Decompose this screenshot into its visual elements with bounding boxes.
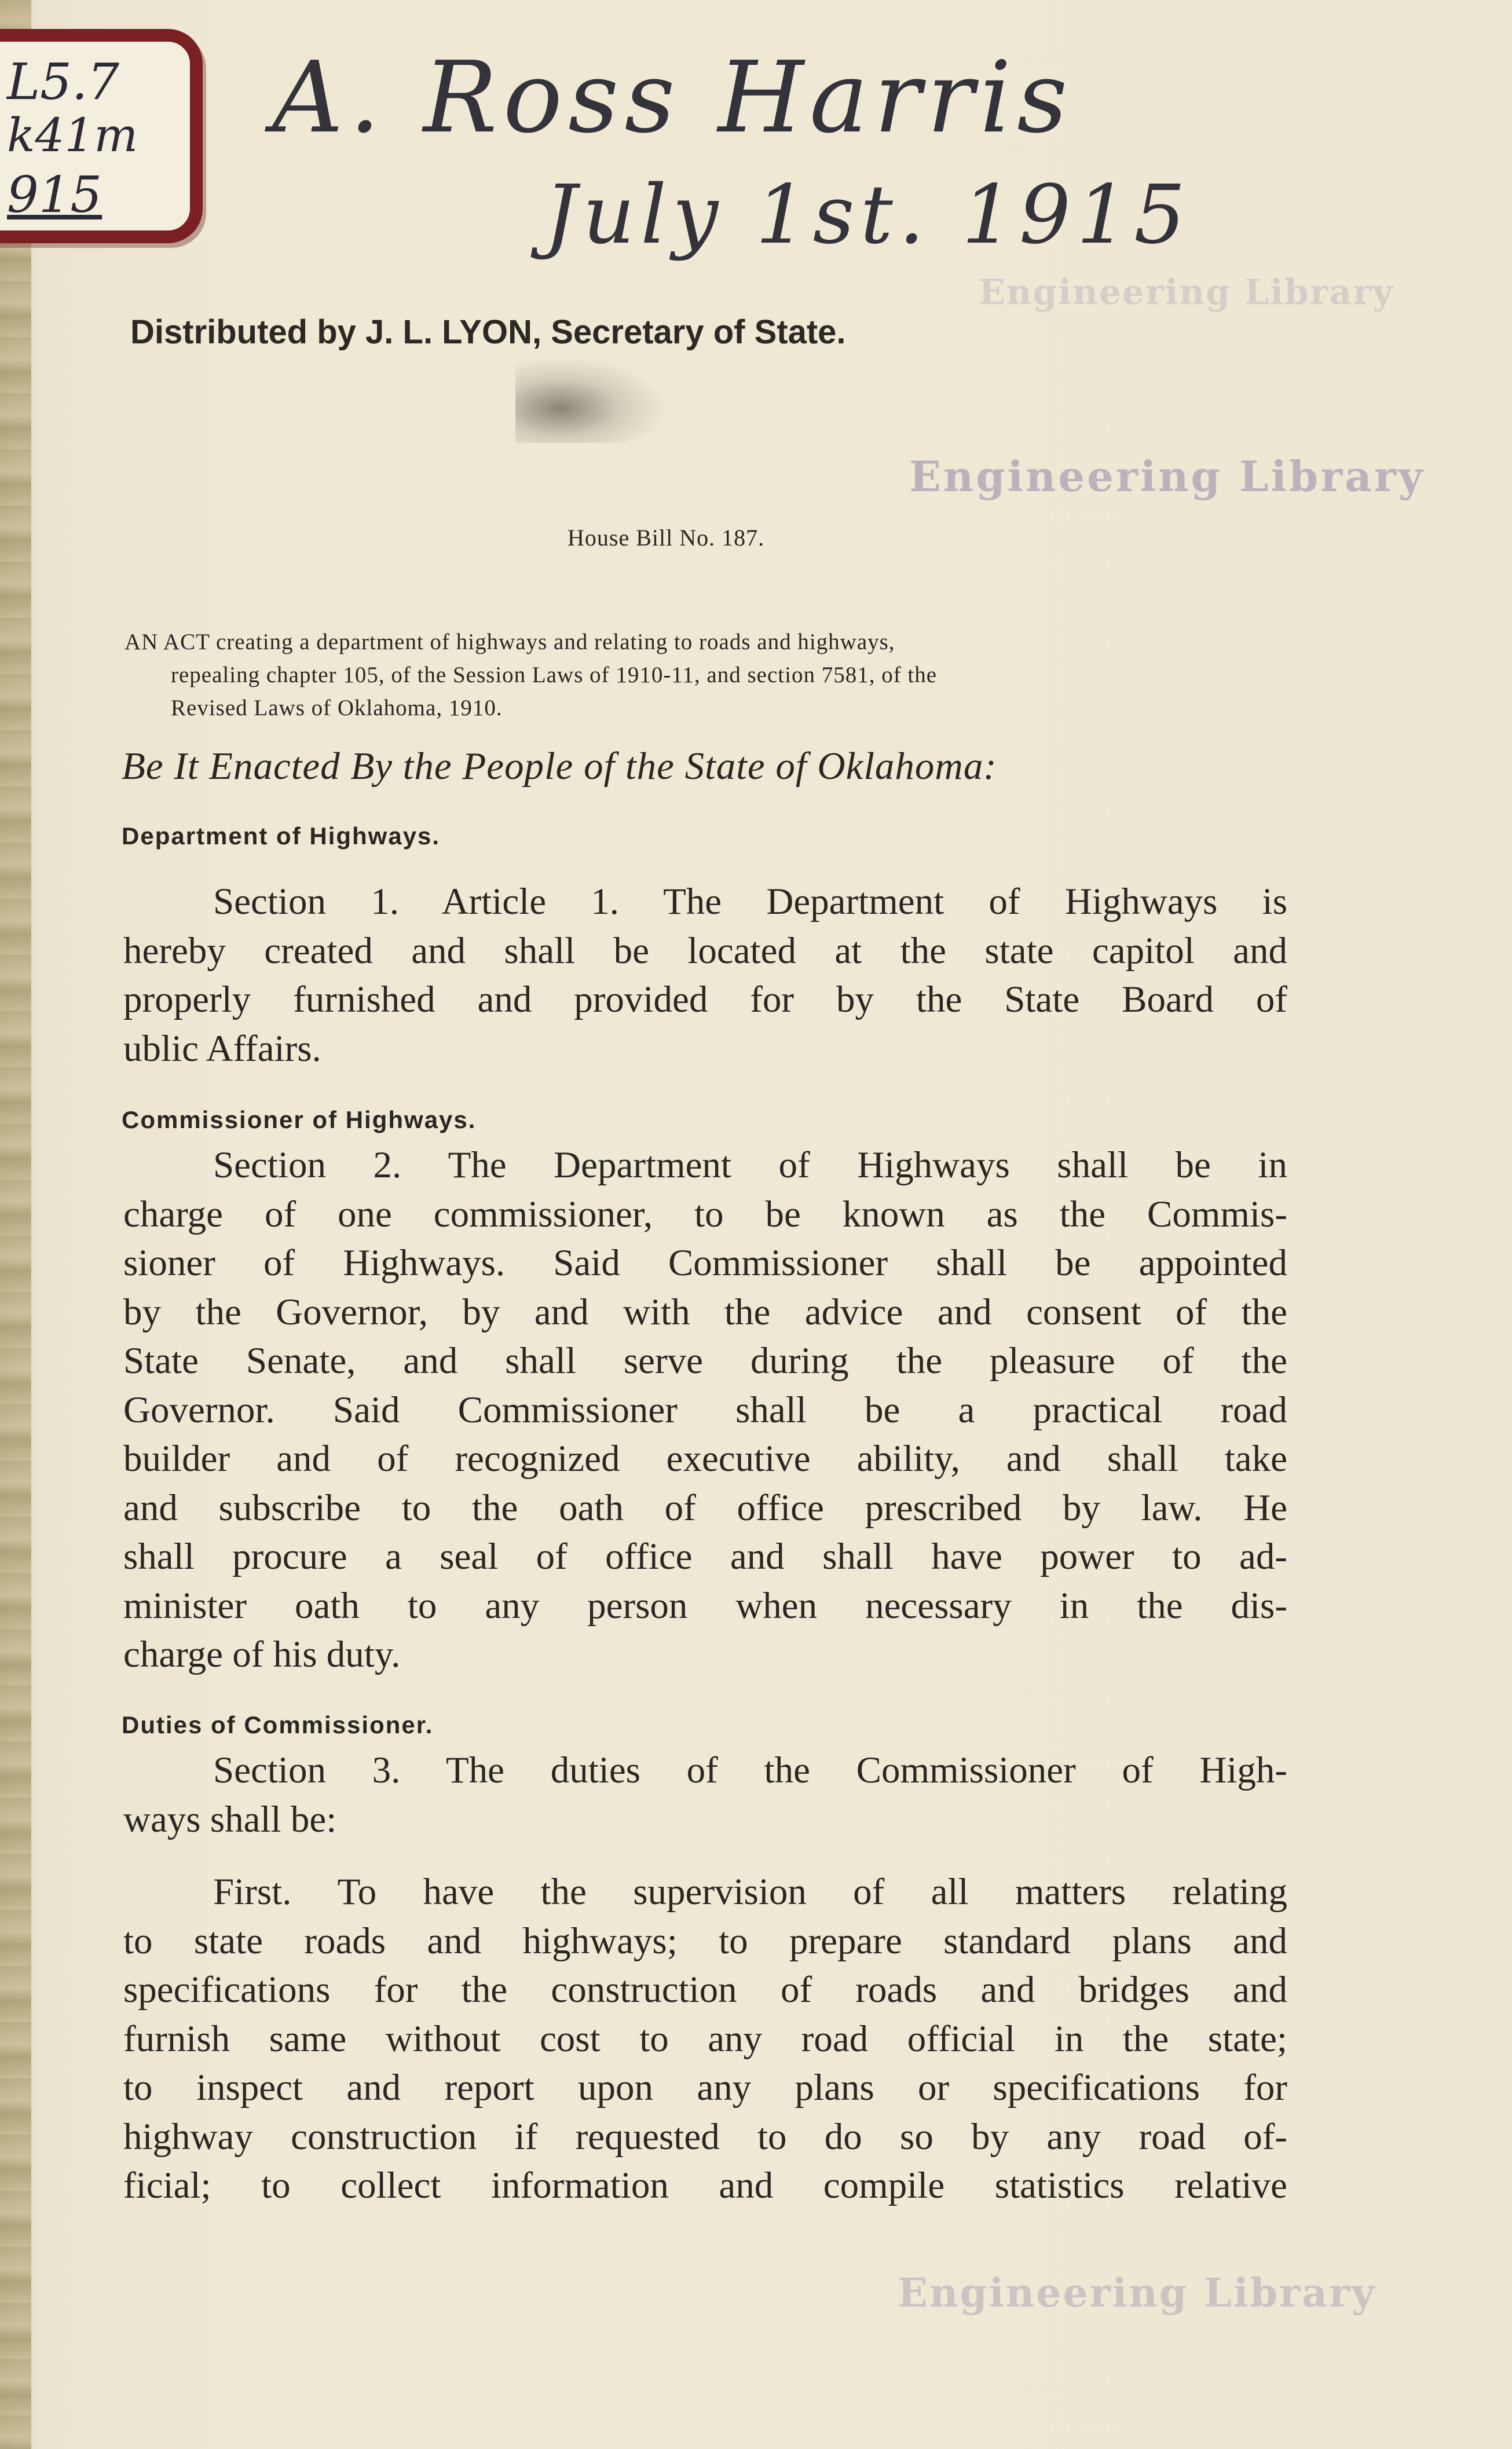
- text-line: State Senate, and shall serve during the pleasure of the: [123, 1340, 1287, 1382]
- text-line: furnish same without cost to any road official in the state;: [123, 2018, 1287, 2060]
- distribution-line: Distributed by J. L. LYON, Secretary of State.: [130, 313, 846, 351]
- text-line: specifications for the construction of roads and bridges and: [123, 1969, 1287, 2011]
- text-line: charge of his duty.: [123, 1634, 401, 1675]
- ink-smudge: [515, 356, 666, 443]
- binding-edge: [0, 0, 31, 2449]
- handwritten-date: July 1st. 1915: [544, 168, 1192, 262]
- handwritten-signature: A. Ross Harris: [272, 41, 1074, 155]
- text-line: charge of one commissioner, to be known as the Commis-: [123, 1193, 1287, 1235]
- text-line: ways shall be:: [123, 1798, 337, 1840]
- text-line: shall procure a seal of office and shall have power to ad-: [123, 1536, 1287, 1577]
- text-line: to inspect and report upon any plans or specifications for: [123, 2067, 1287, 2108]
- text-line: highway construction if requested to do so by any road of-: [123, 2115, 1287, 2158]
- call-number-line-2: k41m: [7, 108, 138, 162]
- text-line: First. To have the supervision of all matters relating: [213, 1871, 1287, 1913]
- heading-department: Department of Highways.: [122, 822, 441, 850]
- text-line: Section 1. Article 1. The Department of Highways is: [213, 881, 1287, 923]
- enacting-clause: Be It Enacted By the People of the State of Oklahoma:: [122, 745, 997, 788]
- library-stamp-middle: Engineering Library: [909, 452, 1425, 501]
- act-title-line: Revised Laws of Oklahoma, 1910.: [171, 695, 503, 720]
- text-line: sioner of Highways. Said Commissioner shall be appointed: [123, 1242, 1287, 1284]
- act-title: [125, 625, 1288, 724]
- call-number-line-3: 915: [7, 166, 102, 224]
- bill-number: House Bill No. 187.: [568, 525, 765, 551]
- act-title-line: AN ACT creating a department of highways and relating to roads and highways,: [125, 629, 895, 654]
- text-line: to state roads and highways; to prepare standard plans and: [123, 1920, 1287, 1962]
- text-line: ublic Affairs.: [123, 1027, 321, 1070]
- text-line: minister oath to any person when necessary in the dis-: [123, 1584, 1287, 1627]
- heading-duties: Duties of Commissioner.: [122, 1711, 434, 1738]
- first-duty: [123, 1868, 1287, 2210]
- text-line: ficial; to collect information and compile statistics relative: [123, 2165, 1287, 2206]
- text-line: Section 3. The duties of the Commissioner of High-: [213, 1749, 1287, 1791]
- call-number-label: [0, 29, 203, 243]
- act-title-line: repealing chapter 105, of the Session Laws of 1910-11, and section 7581, of the: [171, 662, 938, 687]
- text-line: and subscribe to the oath of office prescribed by law. He: [123, 1487, 1287, 1529]
- heading-commissioner: Commissioner of Highways.: [122, 1106, 477, 1133]
- text-line: by the Governor, by and with the advice and consent of the: [123, 1291, 1287, 1333]
- library-stamp-top: Engineering Library: [979, 272, 1394, 313]
- call-number-line-1: L5.7: [7, 53, 119, 111]
- text-line: properly furnished and provided for by the State Board of: [123, 979, 1287, 1020]
- section-2: [123, 1141, 1287, 1679]
- library-stamp-bottom: Engineering Library: [898, 2270, 1376, 2316]
- text-line: Section 2. The Department of Highways shall be in: [213, 1144, 1287, 1186]
- text-line: Governor. Said Commissioner shall be a practical road: [123, 1389, 1287, 1431]
- text-line: builder and of recognized executive ability, and shall take: [123, 1438, 1287, 1480]
- text-line: hereby created and shall be located at the state capitol and: [123, 929, 1287, 972]
- section-3: [123, 1746, 1287, 1844]
- section-1: [123, 877, 1287, 1073]
